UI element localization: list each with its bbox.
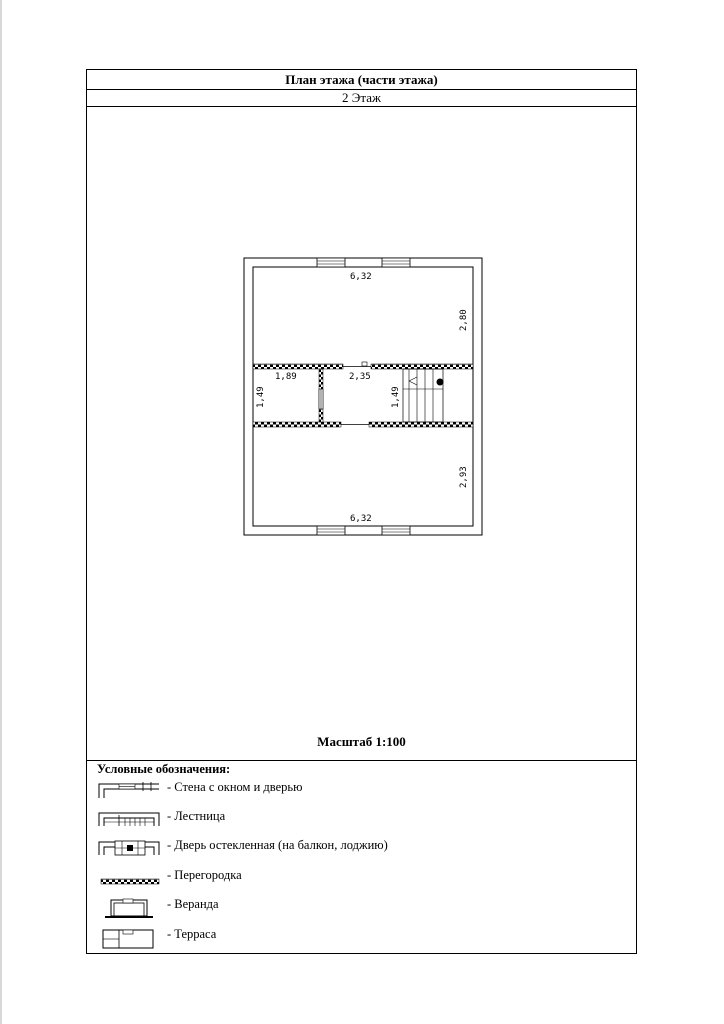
partition-upper-left bbox=[253, 364, 343, 369]
stairs-icon bbox=[97, 808, 163, 828]
upper-door-marker bbox=[362, 362, 367, 366]
legend-label: - Лестница bbox=[167, 809, 226, 823]
dim-top-width: 6,32 bbox=[350, 272, 372, 282]
scale-label: Масштаб 1:100 bbox=[317, 734, 406, 749]
stairs bbox=[403, 369, 444, 422]
legend-label: - Терраса bbox=[167, 927, 217, 941]
dim-stair-height: 1,49 bbox=[391, 386, 401, 408]
dim-bottom-room-depth: 2,93 bbox=[459, 466, 469, 488]
dim-top-room-depth: 2,80 bbox=[459, 309, 469, 331]
top-window-left bbox=[317, 258, 345, 267]
legend-item-glazed-door bbox=[97, 837, 617, 863]
legend-item-partition bbox=[97, 867, 617, 893]
partition-icon bbox=[97, 867, 163, 887]
inner-wall-line bbox=[253, 267, 473, 526]
outer-wall bbox=[244, 258, 482, 535]
veranda-icon bbox=[97, 896, 163, 920]
legend-item-stairs bbox=[97, 808, 617, 834]
dim-left-height: 1,49 bbox=[256, 386, 266, 408]
floor-plan bbox=[87, 107, 636, 761]
wall-window-door-icon bbox=[97, 779, 163, 799]
legend-label: - Дверь остекленная (на балкон, лоджию) bbox=[167, 838, 388, 852]
glazed-door-icon bbox=[97, 837, 163, 857]
bottom-window-right bbox=[382, 526, 410, 535]
plan-sheet bbox=[86, 69, 637, 954]
plan-area bbox=[87, 107, 636, 761]
terrace-icon bbox=[97, 926, 163, 950]
legend-item-veranda bbox=[97, 896, 617, 922]
dim-bottom-width: 6,32 bbox=[350, 514, 372, 524]
floor-label: 2 Этаж bbox=[87, 89, 636, 107]
partition-upper-right bbox=[371, 364, 473, 369]
partition-lower-left bbox=[253, 422, 341, 427]
dim-middle-width: 2,35 bbox=[349, 372, 371, 382]
top-window-right bbox=[382, 258, 410, 267]
dim-left-room-width: 1,89 bbox=[275, 372, 297, 382]
legend-label: - Веранда bbox=[167, 897, 219, 911]
legend-title: Условные обозначения: bbox=[97, 762, 231, 776]
stairs-dot bbox=[437, 379, 444, 386]
legend-item-wall bbox=[97, 779, 617, 805]
page-edge bbox=[0, 0, 2, 1024]
legend bbox=[87, 760, 636, 955]
legend-label: - Стена с окном и дверью bbox=[167, 780, 303, 794]
partition-lower-right bbox=[369, 422, 473, 427]
page-title: План этажа (части этажа) bbox=[87, 70, 636, 90]
legend-item-terrace bbox=[97, 926, 617, 952]
legend-label: - Перегородка bbox=[167, 868, 242, 882]
bottom-window-left bbox=[317, 526, 345, 535]
